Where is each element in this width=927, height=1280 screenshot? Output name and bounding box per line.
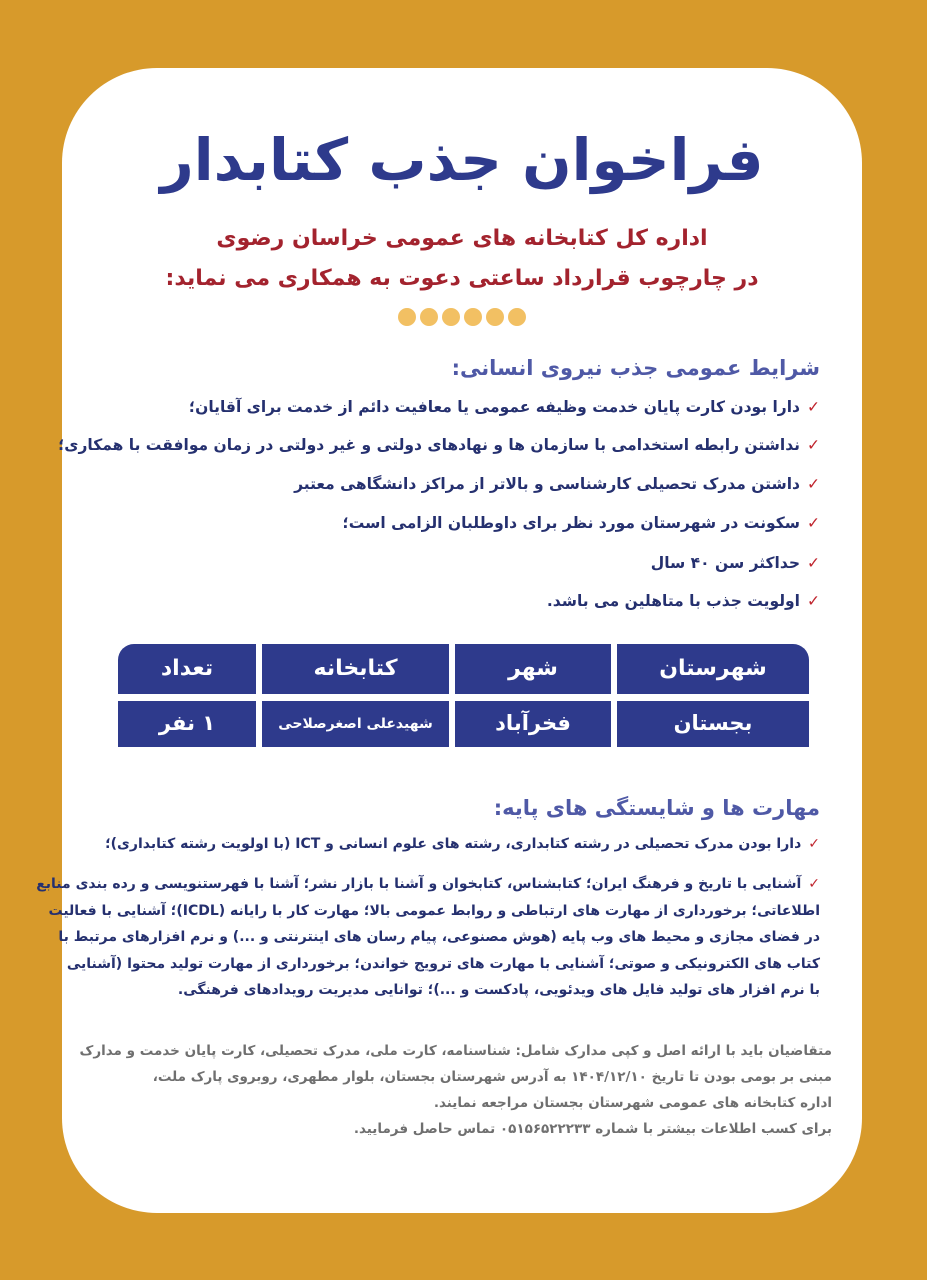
skills-heading: مهارت ها و شایستگی های پایه: xyxy=(493,796,820,820)
condition-text: سکونت در شهرستان مورد نظر برای داوطلبان الزامی است؛ xyxy=(342,514,800,532)
check-mark-icon: ✓ xyxy=(808,836,820,852)
subtitle-line-2: در چارچوب قرارداد ساعتی دعوت به همکاری می نماید: xyxy=(165,266,759,291)
decorative-dots xyxy=(62,308,862,326)
skill-item xyxy=(36,876,820,1009)
footer-line: متقاضیان باید با ارائه اصل و کپی مدارک شامل: شناسنامه، کارت ملی، مدرک تحصیلی، کارت پایان خدمت و مدارک xyxy=(79,1043,832,1059)
skill-text: آشنایی با تاریخ و فرهنگ ایران؛ کتابشناس، کتابخوان و آشنا با بازار نشر؛ آشنا با فهرستنویسی و رده بندی منابع xyxy=(36,876,802,892)
footer-line: مبنی بر بومی بودن تا تاریخ ۱۴۰۴/۱۲/۱۰ به آدرس شهرستان بجستان، بلوار مطهری، روبروی پارک ملت، xyxy=(152,1069,832,1085)
check-mark-icon: ✓ xyxy=(807,592,820,610)
condition-item xyxy=(102,592,820,611)
table-header-county: شهرستان xyxy=(617,644,809,694)
condition-text: حداکثر سن ۴۰ سال xyxy=(650,554,800,572)
table-header-library: کتابخانه xyxy=(262,644,449,694)
table-header-city: شهر xyxy=(455,644,611,694)
condition-item xyxy=(102,554,820,573)
poster-card xyxy=(36,68,862,1213)
check-mark-icon: ✓ xyxy=(807,436,820,454)
skill-line: با نرم افزار های تولید فایل های ویدئویی، پادکست و ...)؛ توانایی مدیریت رویدادهای فرهنگی. xyxy=(177,982,820,998)
check-mark-icon: ✓ xyxy=(807,554,820,572)
condition-text: نداشتن رابطه استخدامی با سازمان ها و نهادهای دولتی و غیر دولتی در زمان موافقت با همکاری؛ xyxy=(58,436,800,454)
footer-line: برای کسب اطلاعات بیشتر با شماره ۰۵۱۵۶۵۲۲۲۳۳ تماس حاصل فرمایید. xyxy=(353,1121,832,1137)
table-header-count: تعداد xyxy=(118,644,256,694)
skill-text: دارا بودن مدرک تحصیلی در رشته کتابداری، رشته های علوم انسانی و ICT (با اولویت رشته کتابداری)؛ xyxy=(105,836,802,852)
table-cell-library: شهیدعلی اصغرصلاحی xyxy=(262,701,449,747)
skill-line: اطلاعاتی؛ برخورداری از مهارت های ارتباطی و روابط عمومی بالا؛ مهارت کار با رایانه (ICDL)؛ آشنایی با فعالیت xyxy=(48,902,820,919)
condition-item xyxy=(102,475,820,494)
check-mark-icon: ✓ xyxy=(807,475,820,493)
table-cell-county: بجستان xyxy=(617,701,809,747)
dot-decoration xyxy=(508,308,526,326)
footer-line: اداره کتابخانه های عمومی شهرستان بجستان مراجعه نمایند. xyxy=(433,1095,832,1111)
footer-notice xyxy=(79,1043,832,1147)
positions-table xyxy=(118,644,809,747)
poster-title: فراخوان جذب کتابدار xyxy=(160,126,764,194)
check-mark-icon: ✓ xyxy=(807,398,820,416)
dot-decoration xyxy=(398,308,416,326)
dot-decoration xyxy=(464,308,482,326)
condition-item xyxy=(58,436,820,455)
skill-line: کتاب های الکترونیکی و صوتی؛ آشنایی با مهارت های ترویج خواندن؛ برخورداری از مهارت تولید محتوا (آشنایی xyxy=(66,955,820,972)
skill-item xyxy=(102,836,820,853)
condition-item xyxy=(102,398,820,417)
check-mark-icon: ✓ xyxy=(808,876,820,892)
skill-line xyxy=(36,876,820,903)
condition-text: اولویت جذب با متاهلین می باشد. xyxy=(546,592,800,610)
table-cell-city: فخرآباد xyxy=(455,701,611,747)
check-mark-icon: ✓ xyxy=(807,514,820,532)
subtitle-line-1: اداره کل کتابخانه های عمومی خراسان رضوی xyxy=(216,226,708,251)
condition-text: دارا بودن کارت پایان خدمت وظیفه عمومی یا معافیت دائم از خدمت برای آقایان؛ xyxy=(188,398,800,416)
dot-decoration xyxy=(442,308,460,326)
general-conditions-heading: شرایط عمومی جذب نیروی انسانی: xyxy=(451,356,820,380)
dot-decoration xyxy=(420,308,438,326)
table-cell-count: ۱ نفر xyxy=(118,701,256,747)
condition-item xyxy=(102,514,820,533)
dot-decoration xyxy=(486,308,504,326)
skill-line: در فضای مجازی و محیط های وب پایه (هوش مصنوعی، پیام رسان های اینترنتی و ...) و نرم افزارهای مرتبط با xyxy=(58,929,820,945)
condition-text: داشتن مدرک تحصیلی کارشناسی و بالاتر از مراکز دانشگاهی معتبر xyxy=(294,475,800,493)
